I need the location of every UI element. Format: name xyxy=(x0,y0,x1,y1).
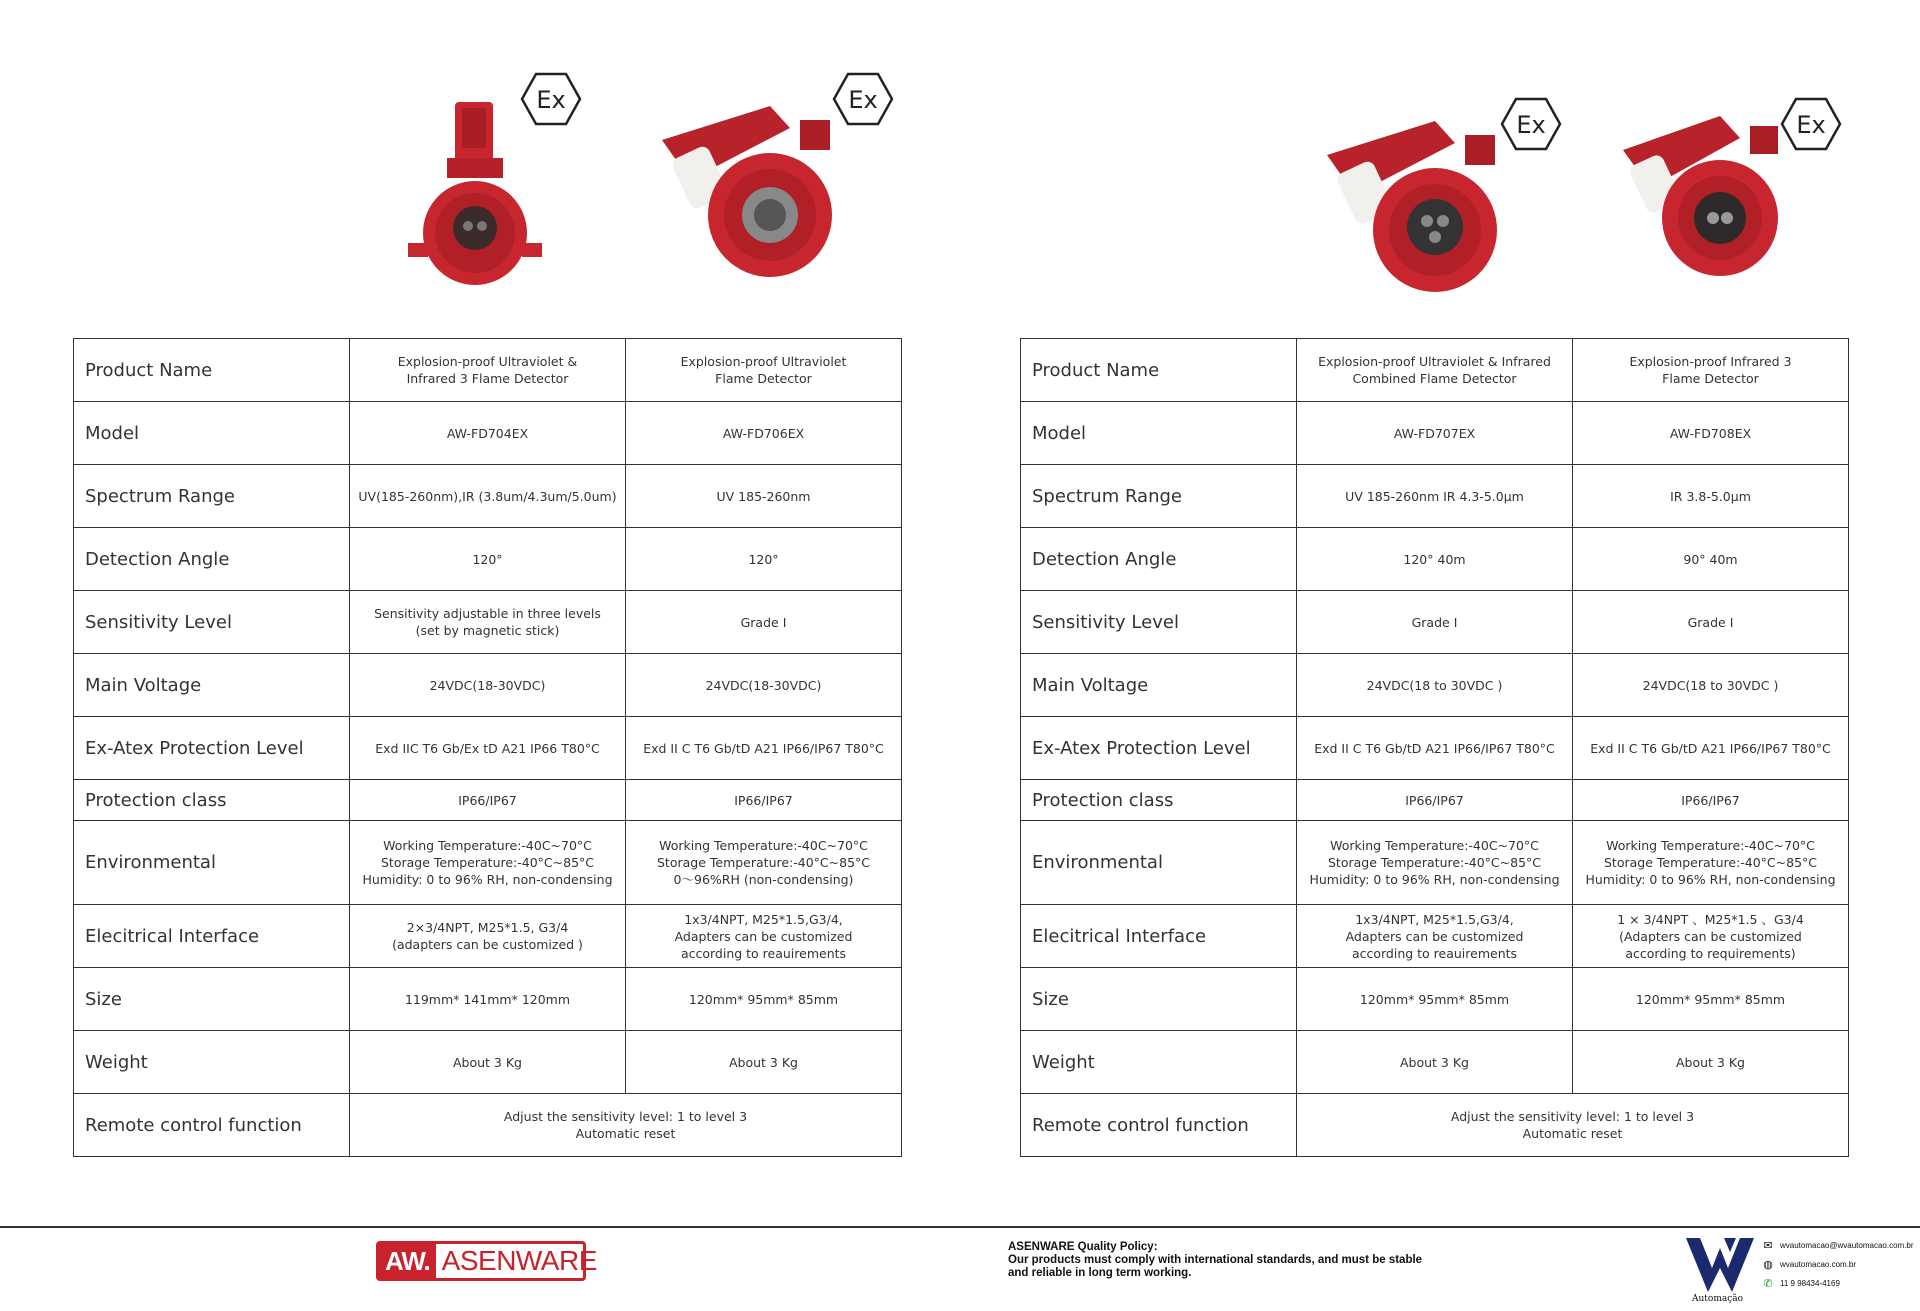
row-label: Ex-Atex Protection Level xyxy=(1021,717,1297,780)
cell-value: 120° 40m xyxy=(1297,528,1573,591)
asenware-logo xyxy=(376,1241,597,1281)
cell-value: 90° 40m xyxy=(1573,528,1849,591)
contact-phone[interactable]: ✆ 11 9 98434-4169 xyxy=(1763,1277,1840,1290)
row-label: Size xyxy=(74,968,350,1031)
table-row xyxy=(74,1031,902,1094)
footer-divider xyxy=(0,1226,1920,1228)
policy-title: ASENWARE Quality Policy: xyxy=(1008,1241,1158,1253)
row-label: Spectrum Range xyxy=(1021,465,1297,528)
table-row xyxy=(74,968,902,1031)
cell-value: Grade I xyxy=(626,591,902,654)
cell-value: Sensitivity adjustable in three levels (set by magnetic stick) xyxy=(350,591,626,654)
cell-value: 120° xyxy=(626,528,902,591)
product-image-fd704ex xyxy=(400,98,550,288)
cell-value: Adjust the sensitivity level: 1 to level 3 Automatic reset xyxy=(350,1094,902,1157)
row-label: Size xyxy=(1021,968,1297,1031)
table-row xyxy=(74,591,902,654)
cell-value: 24VDC(18-30VDC) xyxy=(350,654,626,717)
cell-value: AW-FD708EX xyxy=(1573,402,1849,465)
cell-value: Exd II C T6 Gb/tD A21 IP66/IP67 T80°C xyxy=(626,717,902,780)
ex-certification-icon xyxy=(832,72,894,126)
ex-certification-icon xyxy=(1780,97,1842,151)
row-label: Detection Angle xyxy=(1021,528,1297,591)
table-row xyxy=(1021,402,1849,465)
table-row xyxy=(74,465,902,528)
cell-value: 24VDC(18 to 30VDC ) xyxy=(1297,654,1573,717)
table-row xyxy=(74,717,902,780)
svg-text:Ex: Ex xyxy=(1796,111,1826,139)
cell-value: 120° xyxy=(350,528,626,591)
row-label: Product Name xyxy=(74,339,350,402)
cell-value: Exd II C T6 Gb/tD A21 IP66/IP67 T80°C xyxy=(1573,717,1849,780)
table-row xyxy=(74,528,902,591)
contact-website[interactable]: ◍ wvautomacao.com.br xyxy=(1763,1258,1857,1271)
table-row xyxy=(1021,905,1849,968)
svg-text:Ex: Ex xyxy=(1516,111,1546,139)
cell-value: About 3 Kg xyxy=(350,1031,626,1094)
row-label: Weight xyxy=(1021,1031,1297,1094)
table-row xyxy=(1021,780,1849,821)
product-image-fd707ex xyxy=(1315,115,1515,300)
table-row xyxy=(74,780,902,821)
table-row xyxy=(1021,654,1849,717)
cell-value: 1x3/4NPT, M25*1.5,G3/4, Adapters can be customized according to reauirements xyxy=(626,905,902,968)
logo-brand: ASENWARE xyxy=(441,1245,597,1276)
row-label: Environmental xyxy=(74,821,350,905)
contact-email[interactable]: ✉ wvautomacao@wvautomacao.com.br xyxy=(1763,1239,1914,1252)
product-image-fd706ex xyxy=(650,100,850,290)
cell-value: 120mm* 95mm* 85mm xyxy=(1297,968,1573,1031)
cell-value: IP66/IP67 xyxy=(350,780,626,821)
row-label: Environmental xyxy=(1021,821,1297,905)
table-row xyxy=(74,821,902,905)
spec-table-left xyxy=(73,338,902,1157)
table-row xyxy=(1021,528,1849,591)
email-icon: ✉ xyxy=(1763,1239,1773,1252)
table-row xyxy=(1021,717,1849,780)
table-row xyxy=(1021,339,1849,402)
cell-value: 24VDC(18 to 30VDC ) xyxy=(1573,654,1849,717)
cell-value: 1x3/4NPT, M25*1.5,G3/4, Adapters can be customized according to reauirements xyxy=(1297,905,1573,968)
table-row xyxy=(1021,968,1849,1031)
table-row xyxy=(1021,821,1849,905)
table-row xyxy=(74,1094,902,1157)
cell-value: AW-FD704EX xyxy=(350,402,626,465)
cell-value: 119mm* 141mm* 120mm xyxy=(350,968,626,1031)
cell-value: Explosion-proof Infrared 3 Flame Detector xyxy=(1573,339,1849,402)
row-label: Elecitrical Interface xyxy=(1021,905,1297,968)
wv-name: Automação xyxy=(1692,1294,1744,1304)
cell-value: 120mm* 95mm* 85mm xyxy=(1573,968,1849,1031)
row-label: Remote control function xyxy=(1021,1094,1297,1157)
wv-automacao-block xyxy=(1684,1234,1914,1306)
cell-value: 24VDC(18-30VDC) xyxy=(626,654,902,717)
cell-value: Explosion-proof Ultraviolet & Infrared Combined Flame Detector xyxy=(1297,339,1573,402)
cell-value: UV 185-260nm xyxy=(626,465,902,528)
row-label: Protection class xyxy=(74,780,350,821)
cell-value: IP66/IP67 xyxy=(1297,780,1573,821)
table-row xyxy=(1021,591,1849,654)
table-row xyxy=(74,402,902,465)
row-label: Main Voltage xyxy=(1021,654,1297,717)
cell-value: Working Temperature:-40C~70°C Storage Temperature:-40°C~85°C Humidity: 0 to 96% RH, non-condensing xyxy=(1573,821,1849,905)
cell-value: Working Temperature:-40C~70°C Storage Temperature:-40°C~85°C Humidity: 0 to 96% RH, non-condensing xyxy=(1297,821,1573,905)
cell-value: About 3 Kg xyxy=(1297,1031,1573,1094)
cell-value: AW-FD707EX xyxy=(1297,402,1573,465)
row-label: Ex-Atex Protection Level xyxy=(74,717,350,780)
spec-table-right xyxy=(1020,338,1849,1157)
product-image-fd708ex xyxy=(1615,108,1795,288)
row-label: Spectrum Range xyxy=(74,465,350,528)
table-row xyxy=(1021,465,1849,528)
cell-value: Working Temperature:-40C~70°C Storage Temperature:-40°C~85°C Humidity: 0 to 96% RH, non-condensing xyxy=(350,821,626,905)
table-row xyxy=(1021,1094,1849,1157)
svg-text:Ex: Ex xyxy=(848,86,878,114)
ex-certification-icon xyxy=(520,72,582,126)
cell-value: UV 185-260nm IR 4.3-5.0μm xyxy=(1297,465,1573,528)
cell-value: Working Temperature:-40C~70°C Storage Temperature:-40°C~85°C 0～96%RH (non-condensing) xyxy=(626,821,902,905)
cell-value: Exd IIC T6 Gb/Ex tD A21 IP66 T80°C xyxy=(350,717,626,780)
globe-icon: ◍ xyxy=(1763,1258,1773,1271)
row-label: Protection class xyxy=(1021,780,1297,821)
row-label: Product Name xyxy=(1021,339,1297,402)
cell-value: UV(185-260nm),IR (3.8um/4.3um/5.0um) xyxy=(350,465,626,528)
contact-list xyxy=(1762,1236,1914,1293)
cell-value: Explosion-proof Ultraviolet Flame Detector xyxy=(626,339,902,402)
row-label: Elecitrical Interface xyxy=(74,905,350,968)
row-label: Sensitivity Level xyxy=(1021,591,1297,654)
table-row xyxy=(1021,1031,1849,1094)
cell-value: AW-FD706EX xyxy=(626,402,902,465)
row-label: Remote control function xyxy=(74,1094,350,1157)
ex-certification-icon xyxy=(1500,97,1562,151)
logo-aw: AW. xyxy=(379,1244,436,1278)
quality-policy xyxy=(1008,1241,1428,1280)
whatsapp-icon: ✆ xyxy=(1763,1277,1773,1290)
cell-value: Grade I xyxy=(1297,591,1573,654)
table-row xyxy=(74,339,902,402)
wv-logo-icon xyxy=(1684,1234,1756,1296)
cell-value: Exd II C T6 Gb/tD A21 IP66/IP67 T80°C xyxy=(1297,717,1573,780)
row-label: Model xyxy=(1021,402,1297,465)
policy-text: Our products must comply with international standards, and must be stable and reliable in long term working. xyxy=(1008,1254,1423,1279)
cell-value: About 3 Kg xyxy=(626,1031,902,1094)
cell-value: 1 × 3/4NPT 、M25*1.5 、G3/4 (Adapters can be customized according to requirements) xyxy=(1573,905,1849,968)
svg-text:Ex: Ex xyxy=(536,86,566,114)
cell-value: IP66/IP67 xyxy=(1573,780,1849,821)
cell-value: About 3 Kg xyxy=(1573,1031,1849,1094)
cell-value: Adjust the sensitivity level: 1 to level 3 Automatic reset xyxy=(1297,1094,1849,1157)
cell-value: Explosion-proof Ultraviolet & Infrared 3 Flame Detector xyxy=(350,339,626,402)
row-label: Detection Angle xyxy=(74,528,350,591)
row-label: Sensitivity Level xyxy=(74,591,350,654)
table-row xyxy=(74,654,902,717)
cell-value: IP66/IP67 xyxy=(626,780,902,821)
row-label: Weight xyxy=(74,1031,350,1094)
cell-value: 120mm* 95mm* 85mm xyxy=(626,968,902,1031)
cell-value: 2×3/4NPT, M25*1.5, G3/4 (adapters can be customized ) xyxy=(350,905,626,968)
row-label: Main Voltage xyxy=(74,654,350,717)
cell-value: IR 3.8-5.0μm xyxy=(1573,465,1849,528)
table-row xyxy=(74,905,902,968)
cell-value: Grade I xyxy=(1573,591,1849,654)
row-label: Model xyxy=(74,402,350,465)
